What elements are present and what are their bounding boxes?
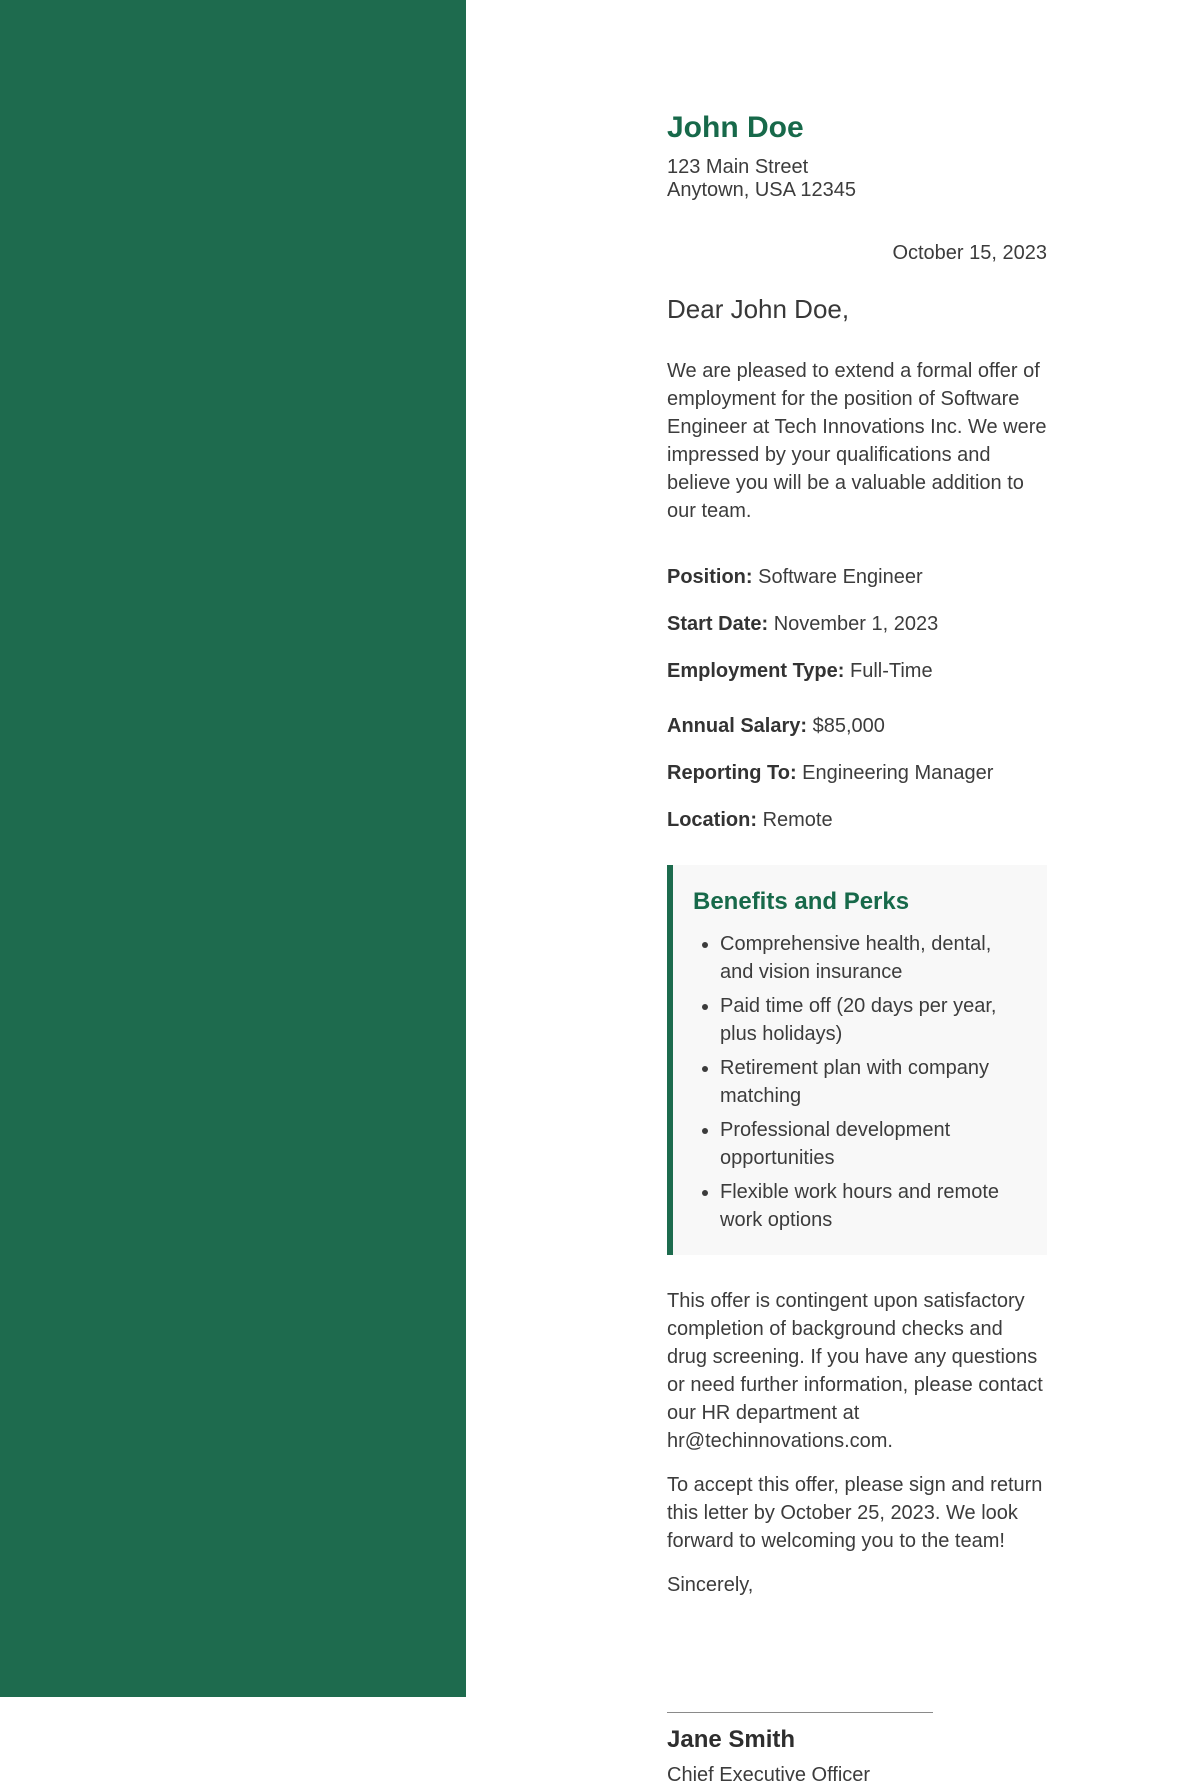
detail-value: November 1, 2023 (773, 613, 939, 635)
benefit-item: • Paid time off (20 days per year, plus holidays) (720, 992, 1027, 1048)
sidebar-accent-panel (0, 0, 466, 1697)
detail-label: Employment Type: (667, 660, 845, 682)
benefit-item: • Comprehensive health, dental, and vision insurance (720, 930, 1027, 986)
signer-title: Chief Executive Officer (667, 1764, 871, 1786)
signer-name: Jane Smith (667, 1726, 796, 1753)
signature-block (667, 1712, 1047, 1788)
recipient-name: John Doe (667, 111, 804, 144)
letter-content (667, 0, 1047, 1788)
detail-label: Annual Salary: (667, 715, 808, 737)
benefits-box (667, 865, 1047, 1255)
detail-value: Remote (762, 809, 833, 831)
offer-details-primary (667, 563, 1047, 685)
recipient-address (667, 156, 1047, 202)
detail-row-employment-type (667, 657, 1047, 685)
detail-label: Start Date: (667, 613, 769, 635)
detail-row-reporting-to (667, 759, 1047, 787)
address-line-1: 123 Main Street (667, 156, 809, 178)
letter-date: October 15, 2023 (892, 242, 1047, 264)
benefit-item: • Retirement plan with company matching (720, 1054, 1027, 1110)
benefits-list (693, 930, 1027, 1234)
detail-value: Software Engineer (758, 566, 923, 588)
closing-line: Sincerely, (667, 1574, 754, 1596)
benefit-item: • Professional development opportunities (720, 1116, 1027, 1172)
detail-row-annual-salary (667, 712, 1047, 740)
benefit-item: • Flexible work hours and remote work options (720, 1178, 1027, 1234)
contingency-paragraph: This offer is contingent upon satisfactory completion of background checks and drug screening. If you have any questions or need further information, please contact our HR department at hr@techinnovations.com. (667, 1290, 1043, 1452)
salutation: Dear John Doe, (667, 294, 850, 324)
detail-row-start-date (667, 610, 1047, 638)
intro-paragraph: We are pleased to extend a formal offer of employment for the position of Software Engineer at Tech Innovations Inc. We were impressed by your qualifications and believe you will be a valuable addition to our team. (667, 360, 1047, 522)
detail-row-position (667, 563, 1047, 591)
detail-row-location (667, 806, 1047, 834)
offer-details-secondary (667, 712, 1047, 834)
detail-label: Position: (667, 566, 753, 588)
benefits-title: Benefits and Perks (693, 888, 910, 915)
detail-value: Engineering Manager (802, 762, 994, 784)
detail-value: Full-Time (850, 660, 933, 682)
signature-line (667, 1712, 933, 1713)
acceptance-paragraph: To accept this offer, please sign and return this letter by October 25, 2023. We look forward to welcoming you to the team! (667, 1474, 1043, 1552)
address-line-2: Anytown, USA 12345 (667, 179, 857, 201)
detail-label: Reporting To: (667, 762, 797, 784)
detail-label: Location: (667, 809, 757, 831)
detail-value: $85,000 (812, 715, 885, 737)
